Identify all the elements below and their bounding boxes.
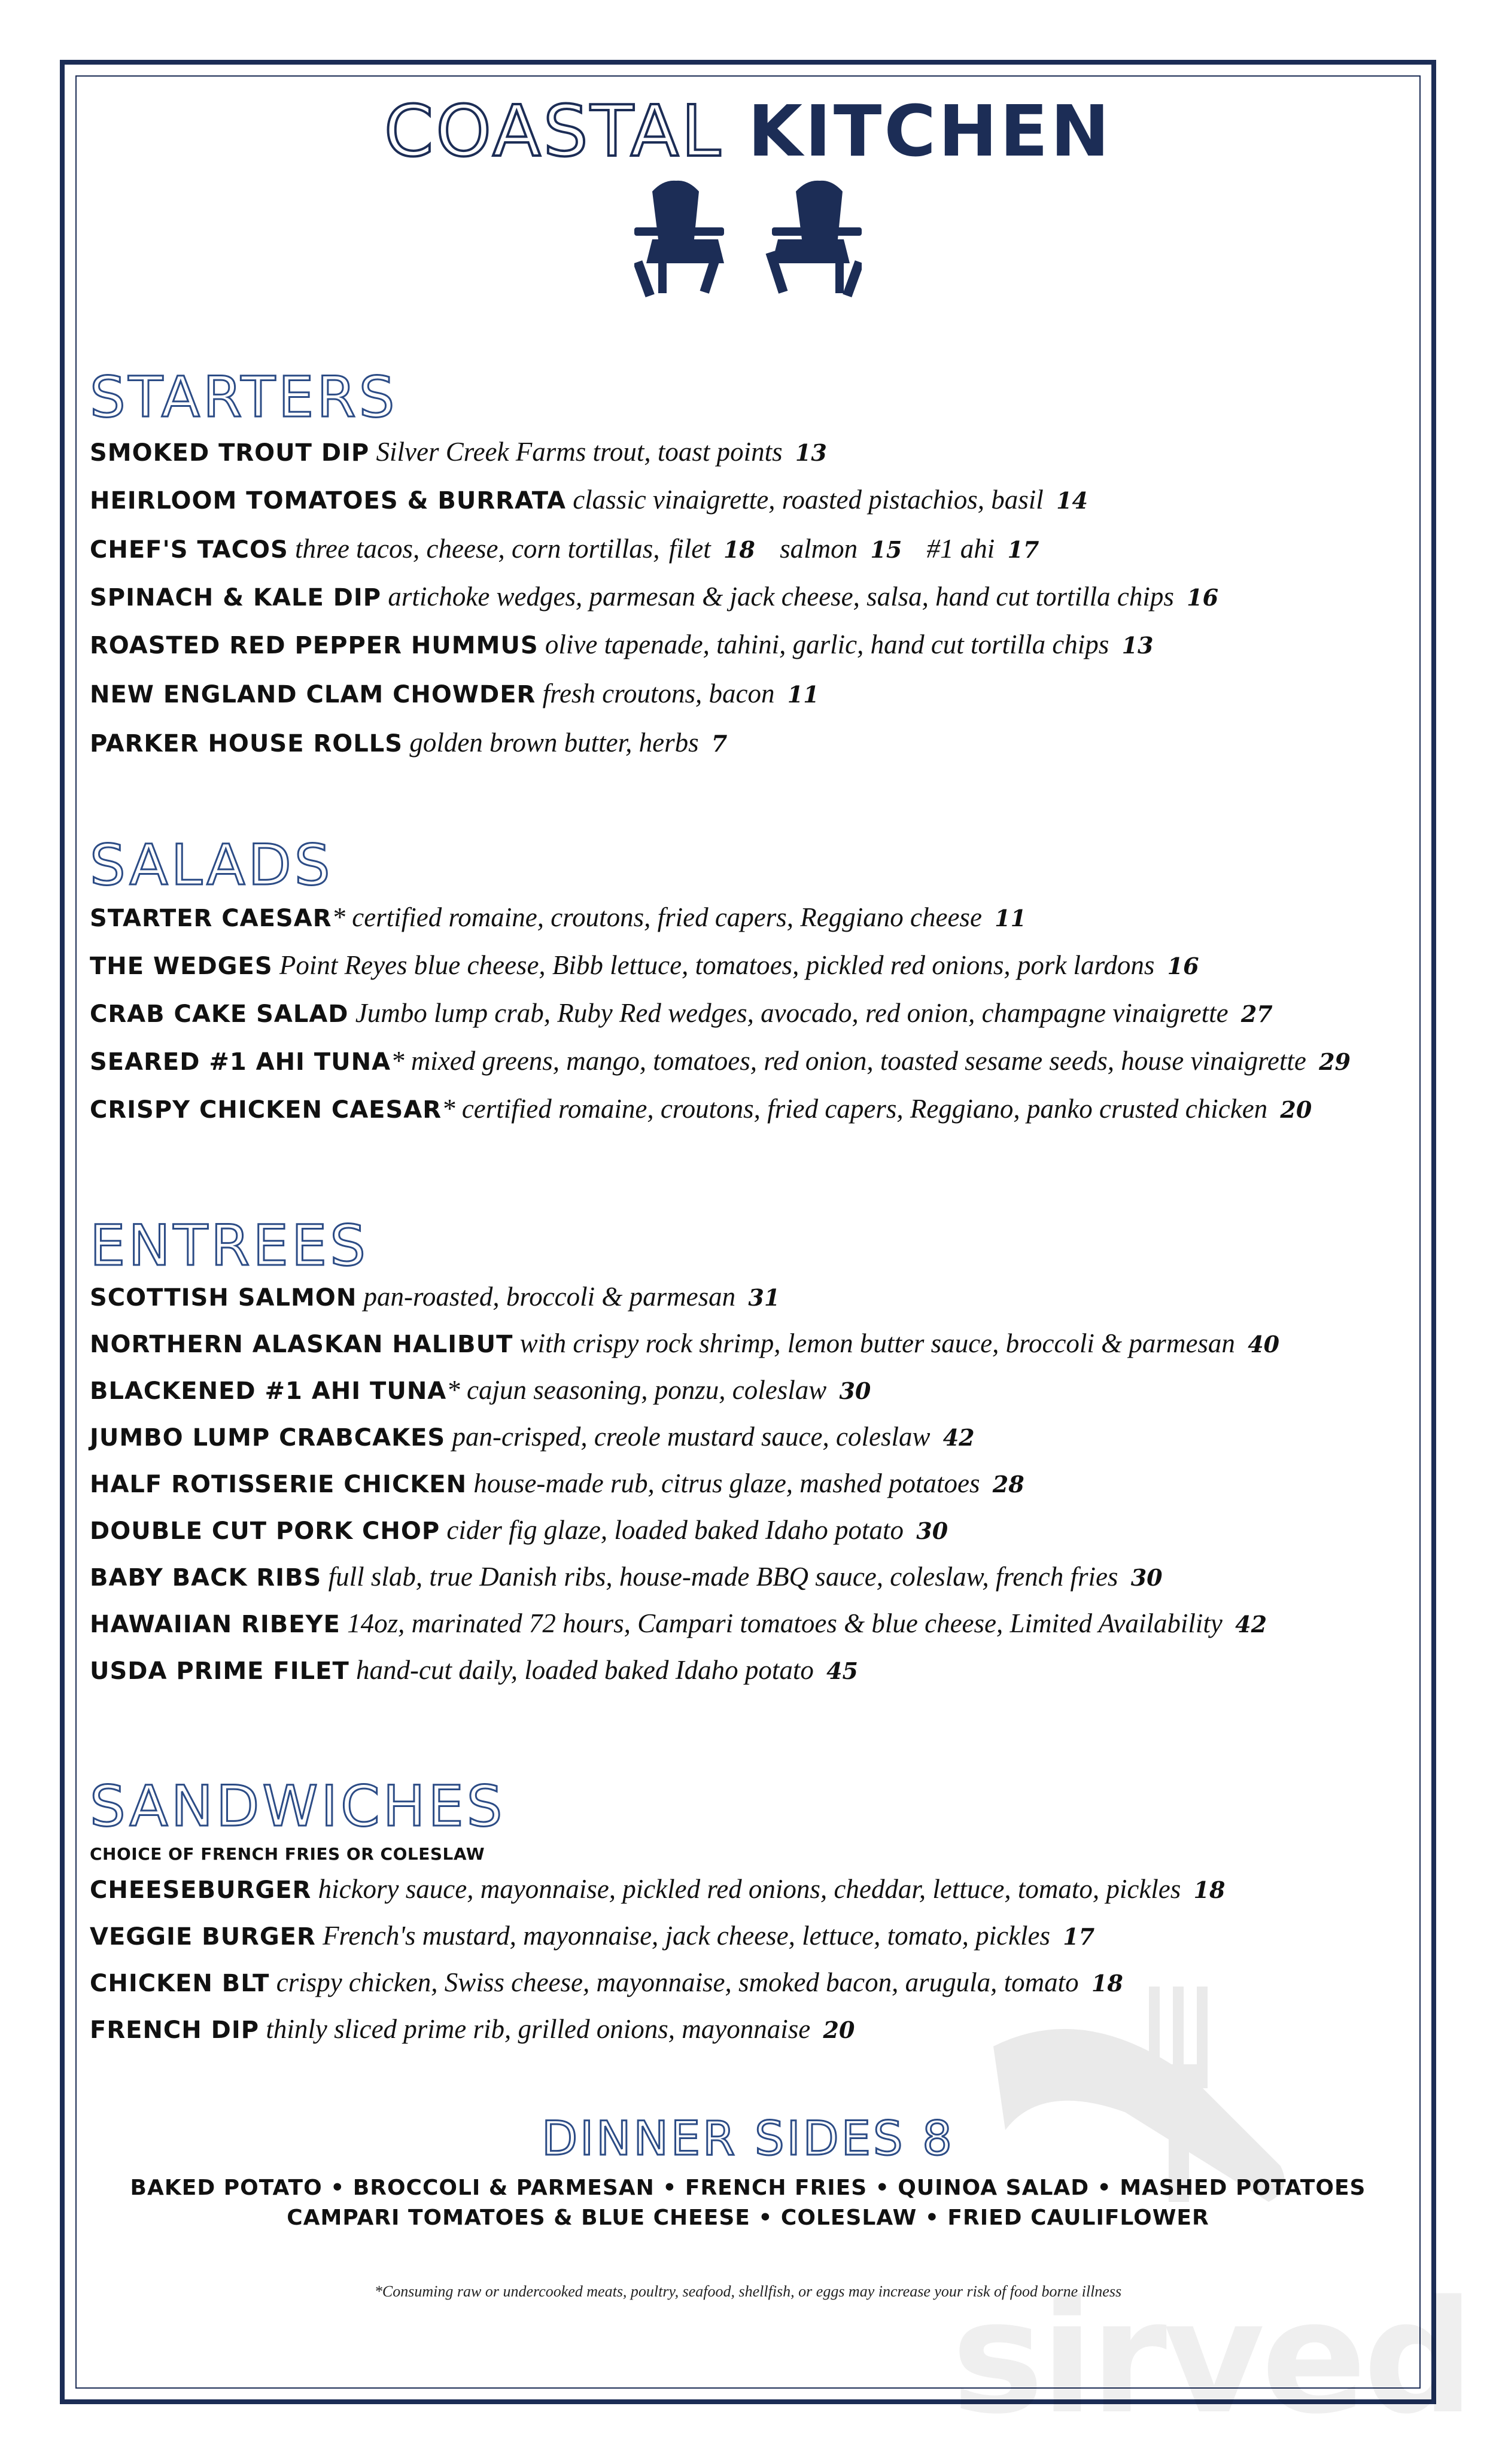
item-name: CRISPY CHICKEN CAESAR <box>90 1096 442 1124</box>
menu-item <box>90 950 1406 981</box>
menu-item <box>90 902 1406 933</box>
item-name: NORTHERN ALASKAN HALIBUT <box>90 1331 513 1358</box>
item-name: HAWAIIAN RIBEYE <box>90 1611 340 1638</box>
item-description: Point Reyes blue cheese, Bibb lettuce, tomatoes, pickled red onions, pork lardons <box>279 950 1155 980</box>
menu-item <box>90 1282 1406 1313</box>
item-description: house-made rub, citrus glaze, mashed potatoes <box>473 1468 980 1498</box>
menu-item <box>90 2014 1406 2045</box>
item-name: VEGGIE BURGER <box>90 1923 316 1951</box>
item-name: CRAB CAKE SALAD <box>90 1000 349 1028</box>
item-price: 42 <box>1235 1611 1267 1638</box>
variant-label: filet <box>668 534 711 564</box>
item-description: certified romaine, croutons, fried capers, Reggiano, panko crusted chicken <box>461 1094 1268 1124</box>
item-name: HALF ROTISSERIE CHICKEN <box>90 1471 467 1498</box>
menu-item <box>90 1046 1406 1077</box>
sandwiches-subheading: CHOICE OF FRENCH FRIES OR COLESLAW <box>90 1844 485 1864</box>
sandwiches-heading: SANDWICHES <box>90 1774 506 1839</box>
item-price: 42 <box>942 1424 975 1451</box>
dinner-sides-heading: DINNER SIDES 8 <box>542 2112 954 2166</box>
item-description: Silver Creek Farms trout, toast points <box>376 437 783 467</box>
menu-item <box>90 1422 1406 1453</box>
menu-item <box>90 998 1406 1029</box>
item-name: JUMBO LUMP CRABCAKES <box>90 1424 446 1452</box>
menu-item <box>90 1967 1406 1998</box>
item-name: BLACKENED #1 AHI TUNA <box>90 1377 447 1405</box>
allergy-mark: * <box>332 902 345 932</box>
menu-item <box>90 1608 1406 1639</box>
entrees-heading: ENTREES <box>90 1213 369 1279</box>
item-name: BABY BACK RIBS <box>90 1564 322 1592</box>
adirondack-chairs-icon <box>634 180 862 299</box>
item-price: 18 <box>1193 1876 1226 1903</box>
menu-content <box>90 90 1471 2448</box>
watermark-text: sirved <box>951 2268 1471 2448</box>
variant-price: 18 <box>723 536 755 563</box>
restaurant-name-light: COASTAL <box>384 90 723 172</box>
item-price: 17 <box>1063 1923 1095 1950</box>
item-description: full slab, true Danish ribs, house-made BBQ sauce, coleslaw, french fries <box>328 1562 1118 1592</box>
menu-item <box>90 1874 1406 1905</box>
item-description: fresh croutons, bacon <box>542 679 775 708</box>
menu-item <box>90 679 1406 710</box>
item-name: STARTER CAESAR <box>90 905 332 932</box>
item-name: CHICKEN BLT <box>90 1970 270 1997</box>
item-name: CHEESEBURGER <box>90 1876 312 1904</box>
item-description: mixed greens, mango, tomatoes, red onion, toasted sesame seeds, house vinaigrette <box>411 1046 1306 1076</box>
item-price: 14 <box>1056 487 1088 514</box>
item-description: certified romaine, croutons, fried capers, Reggiano cheese <box>352 902 982 932</box>
item-name: SCOTTISH SALMON <box>90 1284 357 1312</box>
variant-price: 15 <box>870 536 902 563</box>
item-price: 13 <box>795 439 827 466</box>
item-price: 20 <box>823 2016 855 2043</box>
item-price: 45 <box>826 1657 858 1684</box>
item-name: USDA PRIME FILET <box>90 1657 349 1685</box>
item-price: 18 <box>1091 1970 1123 1997</box>
menu-item <box>90 1328 1406 1359</box>
variant-price: 17 <box>1007 536 1039 563</box>
item-price: 28 <box>992 1471 1024 1498</box>
item-name: PARKER HOUSE ROLLS <box>90 730 403 758</box>
allergy-mark: * <box>446 1375 460 1405</box>
menu-item <box>90 629 1406 661</box>
menu-item <box>90 1655 1406 1686</box>
item-name: NEW ENGLAND CLAM CHOWDER <box>90 681 536 708</box>
restaurant-name-bold: KITCHEN <box>747 90 1112 172</box>
menu-item <box>90 1921 1406 1952</box>
item-name: THE WEDGES <box>90 953 273 980</box>
item-name: SMOKED TROUT DIP <box>90 439 370 467</box>
menu-item <box>90 437 1406 468</box>
item-description: olive tapenade, tahini, garlic, hand cut tortilla chips <box>545 629 1109 659</box>
starters-heading: STARTERS <box>90 365 398 430</box>
item-description: pan-roasted, broccoli & parmesan <box>363 1282 736 1312</box>
menu-item <box>90 485 1406 516</box>
sides-list-line-1: BAKED POTATO • BROCCOLI & PARMESAN • FRENCH FRIES • QUINOA SALAD • MASHED POTATOES <box>130 2176 1366 2200</box>
menu-item <box>90 728 1406 759</box>
item-name: DOUBLE CUT PORK CHOP <box>90 1517 440 1545</box>
item-name: FRENCH DIP <box>90 2016 260 2044</box>
item-description: with crispy rock shrimp, lemon butter sauce, broccoli & parmesan <box>519 1328 1235 1358</box>
item-price: 31 <box>748 1284 780 1311</box>
menu-item <box>90 1515 1406 1546</box>
allergy-mark: * <box>442 1094 455 1124</box>
menu-item <box>90 1468 1406 1499</box>
item-description: classic vinaigrette, roasted pistachios, basil <box>573 485 1044 515</box>
item-price: 30 <box>916 1517 948 1544</box>
allergy-mark: * <box>391 1046 405 1076</box>
item-name: ROASTED RED PEPPER HUMMUS <box>90 632 539 659</box>
variant-label: #1 ahi <box>926 534 995 564</box>
item-price: 11 <box>787 681 819 708</box>
item-price: 16 <box>1167 953 1199 979</box>
item-price: 7 <box>711 730 728 757</box>
sides-list-line-2: CAMPARI TOMATOES & BLUE CHEESE • COLESLAW • FRIED CAULIFLOWER <box>287 2206 1209 2230</box>
item-price: 30 <box>1130 1564 1163 1591</box>
item-description: hand-cut daily, loaded baked Idaho potato <box>355 1655 814 1685</box>
salads-heading: SALADS <box>90 833 333 898</box>
item-description: Jumbo lump crab, Ruby Red wedges, avocado, red onion, champagne vinaigrette <box>355 998 1229 1028</box>
item-name: HEIRLOOM TOMATOES & BURRATA <box>90 487 566 515</box>
restaurant-name <box>90 90 1406 172</box>
item-name: CHEF'S TACOS <box>90 536 288 564</box>
item-description: crispy chicken, Swiss cheese, mayonnaise, smoked bacon, arugula, tomato <box>276 1967 1079 1997</box>
menu-item <box>90 534 1406 565</box>
item-description: golden brown butter, herbs <box>409 728 699 758</box>
item-description: three tacos, cheese, corn tortillas, <box>295 534 660 564</box>
item-name: SEARED #1 AHI TUNA <box>90 1048 391 1076</box>
item-price: 29 <box>1319 1048 1351 1075</box>
menu-item <box>90 1094 1406 1125</box>
item-description: 14oz, marinated 72 hours, Campari tomatoes & blue cheese, Limited Availability <box>347 1608 1223 1638</box>
item-price: 20 <box>1280 1096 1312 1123</box>
item-price: 16 <box>1187 584 1219 611</box>
menu-item <box>90 582 1406 613</box>
item-description: French's mustard, mayonnaise, jack cheese, lettuce, tomato, pickles <box>323 1921 1051 1951</box>
item-name: SPINACH & KALE DIP <box>90 584 382 612</box>
item-description: pan-crisped, creole mustard sauce, coleslaw <box>452 1422 931 1452</box>
item-price: 11 <box>995 905 1027 932</box>
food-safety-disclaimer: *Consuming raw or undercooked meats, poultry, seafood, shellfish, or eggs may increase your risk of food borne illness <box>374 2283 1122 2300</box>
menu-item <box>90 1375 1406 1406</box>
item-description: cajun seasoning, ponzu, coleslaw <box>467 1375 827 1405</box>
item-price: 13 <box>1121 632 1154 659</box>
item-price: 40 <box>1248 1331 1280 1358</box>
item-description: artichoke wedges, parmesan & jack cheese, salsa, hand cut tortilla chips <box>388 582 1174 612</box>
item-description: cider fig glaze, loaded baked Idaho potato <box>446 1515 904 1545</box>
menu-item <box>90 1562 1406 1593</box>
item-description: hickory sauce, mayonnaise, pickled red onions, cheddar, lettuce, tomato, pickles <box>318 1874 1181 1904</box>
variant-label: salmon <box>780 534 858 564</box>
item-price: 30 <box>839 1377 871 1404</box>
item-price: 27 <box>1240 1000 1273 1027</box>
item-description: thinly sliced prime rib, grilled onions, mayonnaise <box>266 2014 811 2044</box>
